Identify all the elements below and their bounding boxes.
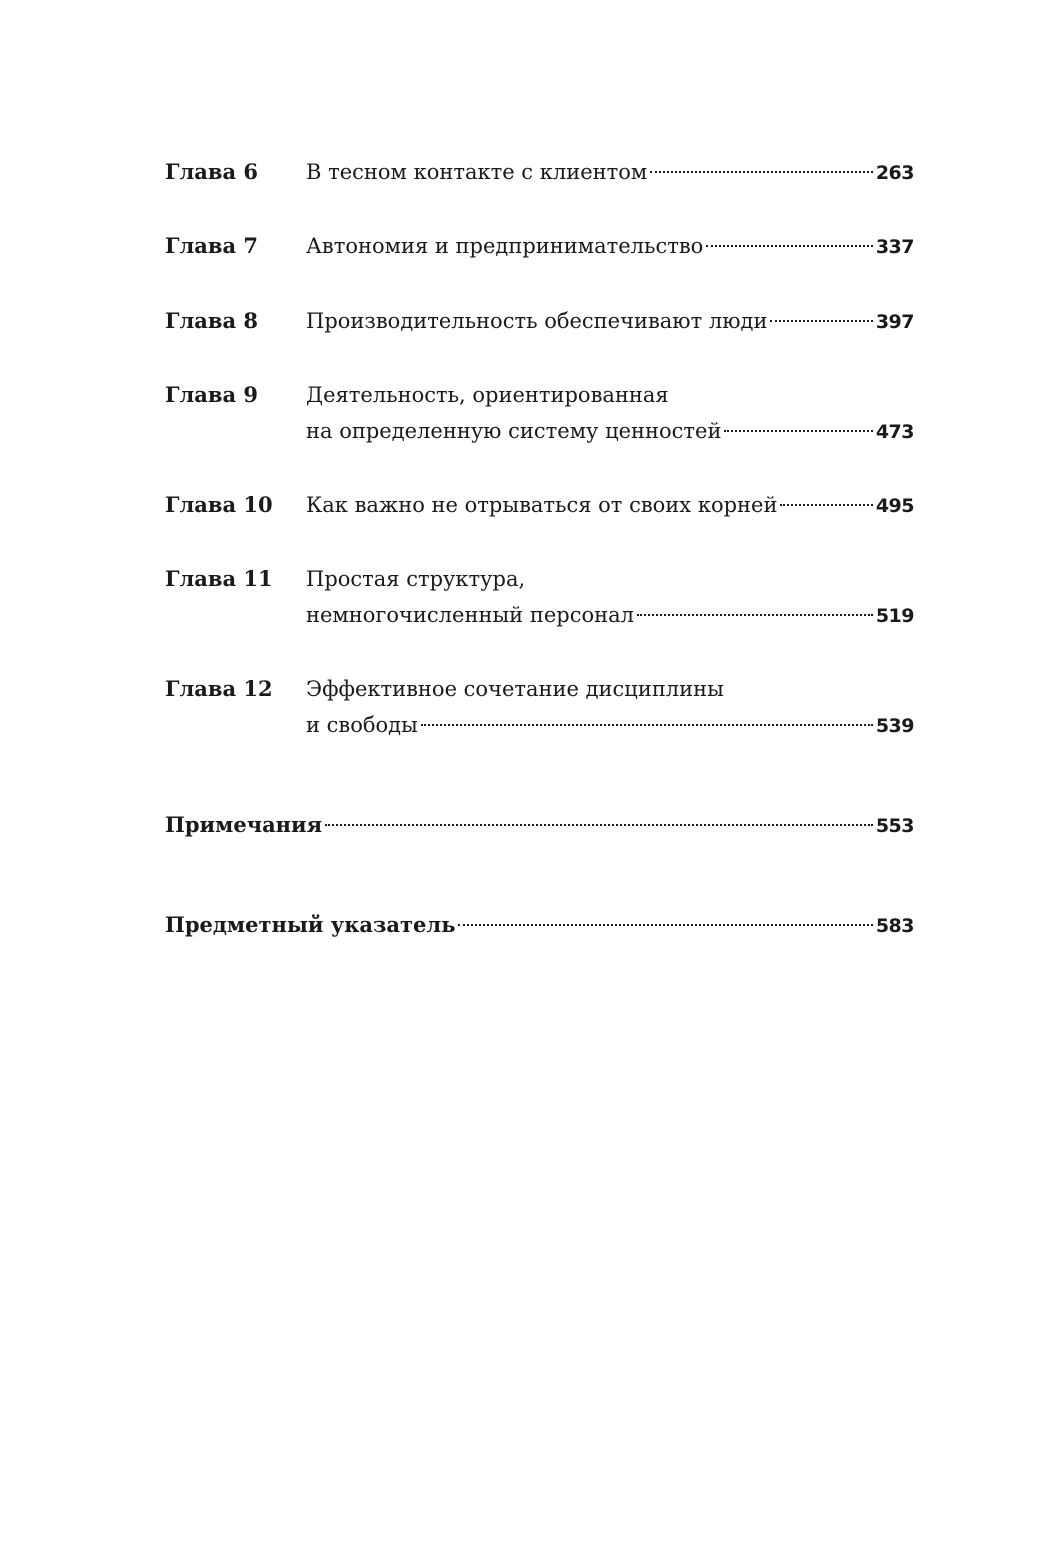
toc-entry-chapter-6 bbox=[165, 154, 914, 191]
chapter-title-line: на определенную систему ценностей bbox=[306, 419, 722, 443]
dot-leader bbox=[421, 724, 873, 726]
chapter-title bbox=[306, 561, 914, 634]
chapter-title-line: Деятельность, ориентированная bbox=[306, 383, 669, 407]
section-title: Предметный указатель bbox=[165, 912, 456, 937]
chapter-title bbox=[306, 154, 914, 191]
toc-entry-chapter-7 bbox=[165, 228, 914, 265]
chapter-label: Глава 8 bbox=[165, 308, 259, 333]
chapter-title-line: и свободы bbox=[306, 713, 418, 737]
chapter-title bbox=[306, 377, 914, 450]
dot-leader bbox=[706, 245, 873, 247]
chapter-title-line: Производительность обеспечивают люди bbox=[306, 309, 768, 333]
chapter-label: Глава 9 bbox=[165, 382, 259, 407]
toc-entry-chapter-8 bbox=[165, 303, 914, 340]
page-number: 263 bbox=[875, 162, 914, 184]
page-number: 519 bbox=[875, 605, 914, 627]
chapter-label: Глава 11 bbox=[165, 566, 273, 591]
page-number: 397 bbox=[875, 311, 914, 333]
page-number: 337 bbox=[875, 236, 914, 258]
chapter-title bbox=[306, 303, 914, 340]
page-number: 539 bbox=[875, 715, 914, 737]
page-number: 583 bbox=[875, 915, 914, 937]
page-number: 473 bbox=[875, 421, 914, 443]
chapter-label: Глава 10 bbox=[165, 492, 273, 517]
chapter-title bbox=[306, 228, 914, 265]
dot-leader bbox=[325, 824, 873, 826]
dot-leader bbox=[724, 430, 872, 432]
chapter-title-line: Как важно не отрываться от своих корней bbox=[306, 493, 778, 517]
toc-entry-notes bbox=[165, 807, 914, 844]
page-number: 553 bbox=[875, 815, 914, 837]
chapter-title-line: Автономия и предпринимательство bbox=[306, 234, 704, 258]
dot-leader bbox=[770, 320, 872, 322]
chapter-label: Глава 6 bbox=[165, 159, 259, 184]
chapter-title-line: Эффективное сочетание дисциплины bbox=[306, 677, 724, 701]
chapter-title-line: немногочисленный персонал bbox=[306, 603, 634, 627]
chapter-title bbox=[306, 671, 914, 744]
toc-entry-chapter-9 bbox=[165, 377, 914, 450]
chapter-label: Глава 12 bbox=[165, 676, 273, 701]
section-title: Примечания bbox=[165, 812, 323, 837]
dot-leader bbox=[637, 614, 873, 616]
toc-entry-index bbox=[165, 907, 914, 944]
dot-leader bbox=[458, 924, 872, 926]
toc-entry-chapter-11 bbox=[165, 561, 914, 634]
toc-entry-chapter-10 bbox=[165, 487, 914, 524]
toc-entry-chapter-12 bbox=[165, 671, 914, 744]
chapter-label: Глава 7 bbox=[165, 233, 259, 258]
dot-leader bbox=[780, 504, 872, 506]
chapter-title-line: В тесном контакте с клиентом bbox=[306, 160, 648, 184]
page-number: 495 bbox=[875, 495, 914, 517]
chapter-title-line: Простая структура, bbox=[306, 567, 526, 591]
chapter-title bbox=[306, 487, 914, 524]
dot-leader bbox=[650, 171, 873, 173]
